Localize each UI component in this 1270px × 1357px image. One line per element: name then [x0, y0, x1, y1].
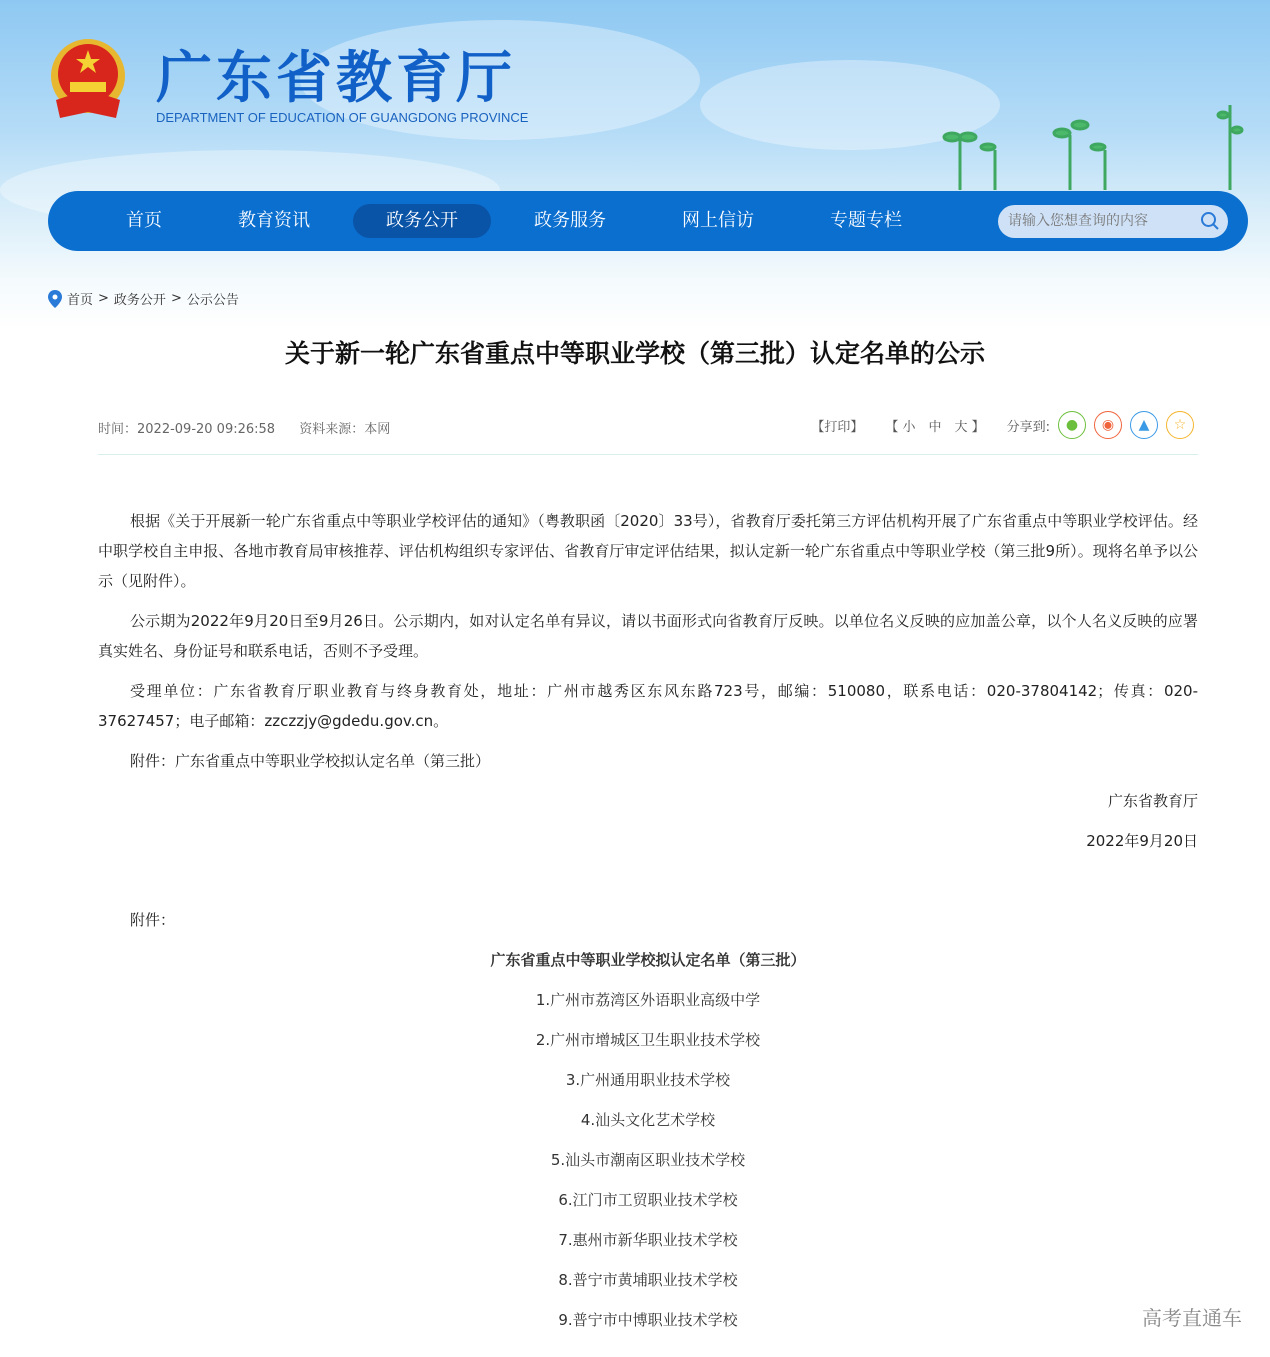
school-list — [0, 985, 1270, 1345]
qq-share-icon[interactable]: ▲ — [1130, 411, 1158, 439]
article-tools — [811, 411, 1194, 439]
breadcrumb-government-affairs[interactable]: 政务公开 — [113, 293, 166, 308]
nav-special-topics[interactable]: 专题专栏 — [830, 210, 902, 231]
nav-government-affairs[interactable]: 政务公开 — [353, 204, 491, 238]
article-meta — [98, 418, 410, 437]
print-button[interactable]: 【打印】 — [811, 419, 864, 435]
list-item: 2.广州市增城区卫生职业技术学校 — [535, 1031, 761, 1049]
list-item: 6.江门市工贸职业技术学校 — [558, 1191, 738, 1209]
list-item: 9.普宁市中博职业技术学校 — [558, 1311, 738, 1329]
list-title: 广东省重点中等职业学校拟认定名单（第三批） — [490, 951, 806, 969]
list-item: 4.汕头文化艺术学校 — [580, 1111, 716, 1129]
publish-time: 时间：2022-09-20 09:26:58 — [98, 422, 276, 437]
paragraph: 根据《关于开展新一轮广东省重点中等职业学校评估的通知》（粤教职函〔2020〕33号），省教育厅委托第三方评估机构开展了广东省重点中等职业学校评估。经中职学校自主申报、各地市教育局审核推荐、评估机构组织专家评估、省教育厅审定评估结果，拟认定新一轮广东省重点中等职业学校（第三批9所）。现将名单予以公示（见附件）。 — [98, 512, 1198, 590]
paragraph: 受理单位：广东省教育厅职业教育与终身教育处，地址：广州市越秀区东风东路723号，邮编：510080，联系电话：020-37804142；传真：020-37627457；电子邮箱：zzczzjy@gdedu.gov.cn。 — [98, 682, 1198, 730]
breadcrumb-announcements[interactable]: 公示公告 — [186, 293, 239, 308]
search-input[interactable] — [1008, 213, 1188, 229]
national-emblem-icon — [48, 38, 128, 122]
list-item: 7.惠州市新华职业技术学校 — [558, 1231, 738, 1249]
attachment-label: 附件： — [130, 911, 176, 929]
list-item: 1.广州市荔湾区外语职业高级中学 — [535, 991, 761, 1009]
share-label: 分享到: — [1006, 419, 1050, 435]
location-pin-icon — [48, 290, 62, 308]
nav-home[interactable]: 首页 — [126, 210, 162, 231]
nav-education-news[interactable]: 教育资讯 — [238, 210, 310, 231]
font-size-switcher[interactable]: 【 小 中 大 】 — [885, 419, 985, 435]
attachment-link[interactable]: 附件：广东省重点中等职业学校拟认定名单（第三批） — [130, 752, 491, 770]
breadcrumb-separator: > — [170, 291, 182, 306]
nav-online-petition[interactable]: 网上信访 — [682, 210, 754, 231]
list-item: 8.普宁市黄埔职业技术学校 — [558, 1271, 738, 1289]
signature: 广东省教育厅 — [1107, 792, 1198, 810]
paragraph: 公示期为2022年9月20日至9月26日。公示期内，如对认定名单有异议，请以书面形式向省教育厅反映。以单位名义反映的应加盖公章，以个人名义反映的应署真实姓名、身份证号和联系电话，否则不予受理。 — [98, 612, 1198, 660]
nav-government-services[interactable]: 政务服务 — [534, 210, 606, 231]
signature-date: 2022年9月20日 — [1086, 832, 1198, 850]
weibo-share-icon[interactable]: ◉ — [1094, 411, 1122, 439]
source: 资料来源：本网 — [299, 422, 391, 437]
breadcrumb — [48, 289, 239, 308]
breadcrumb-home[interactable]: 首页 — [67, 293, 94, 308]
site-title: 广东省教育厅 — [156, 46, 516, 111]
list-item: 3.广州通用职业技术学校 — [565, 1071, 731, 1089]
sprout-decoration-icon — [920, 95, 1250, 195]
watermark: 高考直通车 — [1142, 1306, 1242, 1330]
favorite-star-icon[interactable]: ☆ — [1166, 411, 1194, 439]
search-icon[interactable] — [1200, 211, 1220, 231]
article-title: 关于新一轮广东省重点中等职业学校（第三批）认定名单的公示 — [284, 339, 985, 368]
list-item: 5.汕头市潮南区职业技术学校 — [550, 1151, 746, 1169]
article-body — [98, 506, 1198, 866]
main-nav — [48, 191, 1248, 251]
search-box — [998, 205, 1228, 238]
site-subtitle: DEPARTMENT OF EDUCATION OF GUANGDONG PROVINCE — [156, 110, 529, 125]
divider — [98, 454, 1198, 455]
wechat-share-icon[interactable]: ● — [1058, 411, 1086, 439]
breadcrumb-separator: > — [98, 291, 109, 306]
header-banner — [0, 0, 1270, 330]
